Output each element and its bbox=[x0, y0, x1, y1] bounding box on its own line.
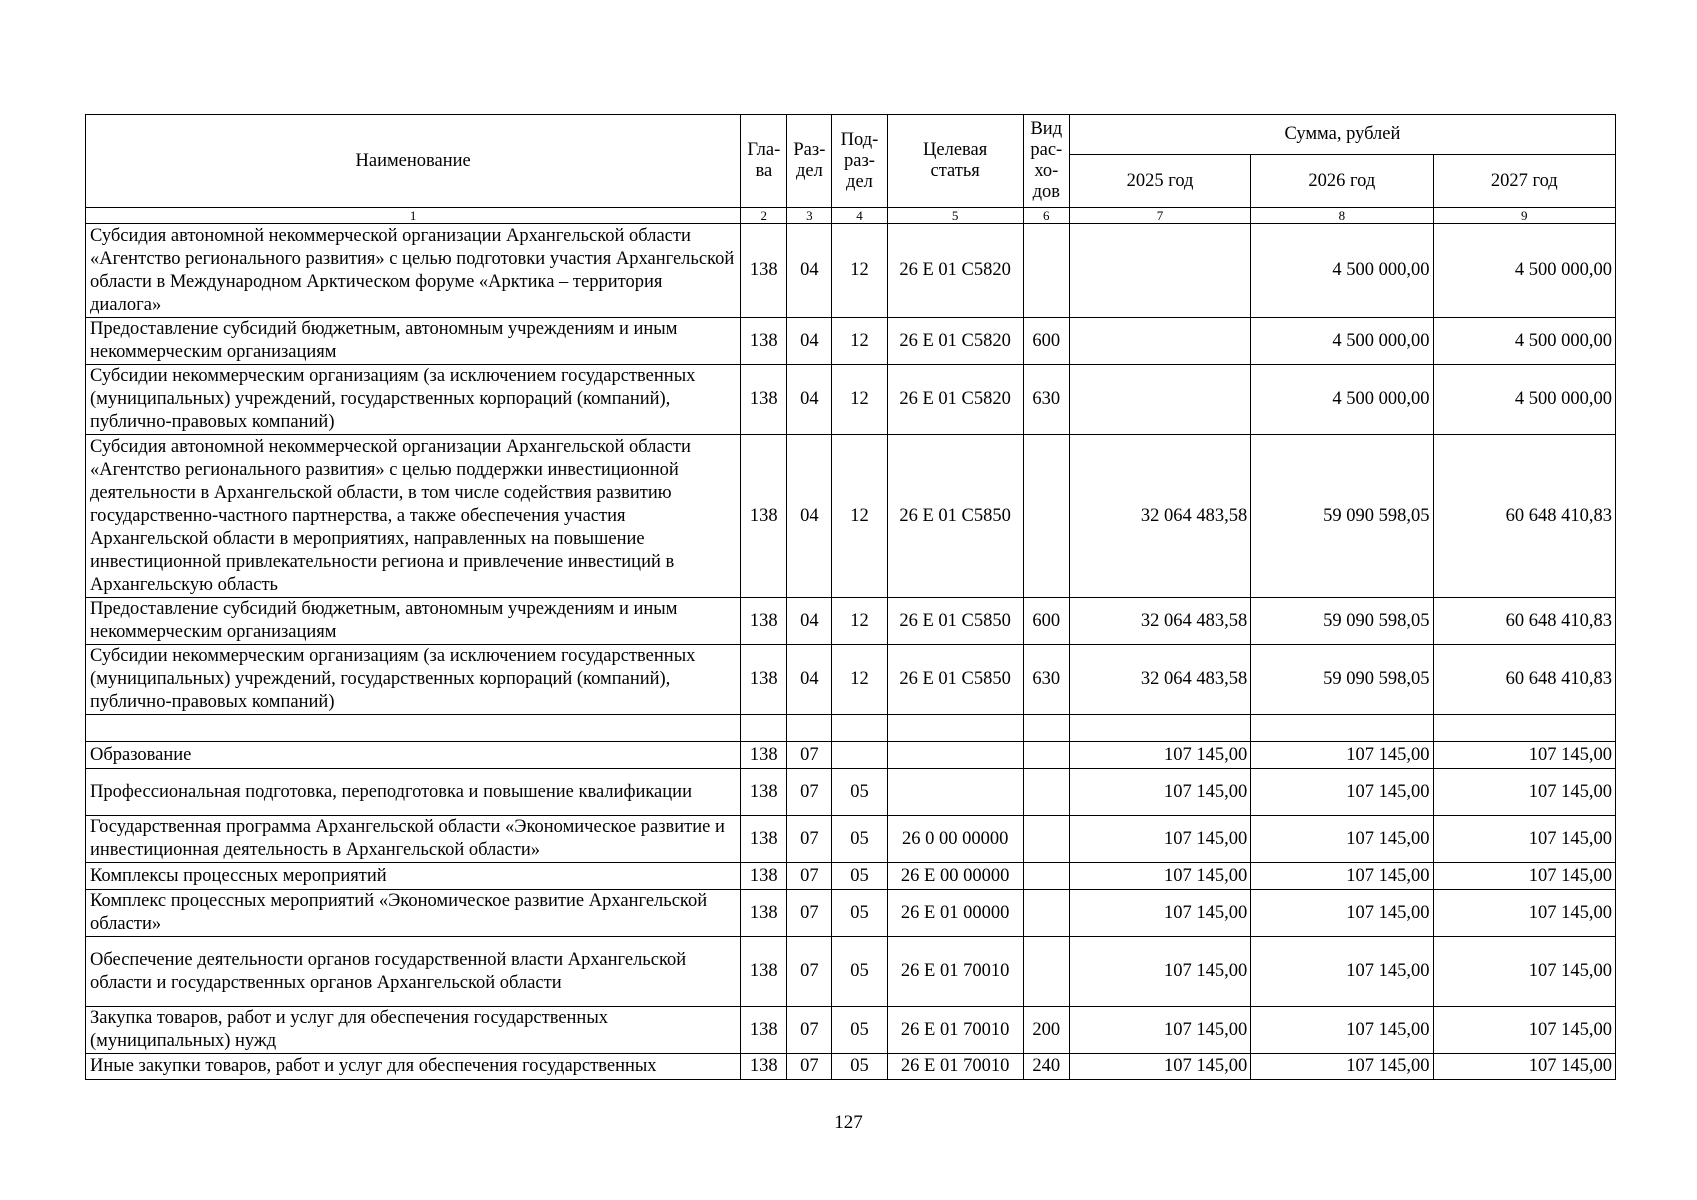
row-amount-2026: 107 145,00 bbox=[1251, 1054, 1433, 1080]
row-razdel: 07 bbox=[787, 890, 832, 937]
row-name: Государственная программа Архангельской области «Экономическое развитие и инвестиционная деятельность в Архангельской области» bbox=[86, 816, 741, 863]
row-razdel: 07 bbox=[787, 1007, 832, 1054]
row-amount-2025 bbox=[1069, 715, 1250, 742]
row-razdel: 07 bbox=[787, 863, 832, 890]
row-razdel: 04 bbox=[787, 318, 832, 365]
row-amount-2027: 4 500 000,00 bbox=[1433, 224, 1615, 318]
row-vid bbox=[1023, 816, 1069, 863]
header-sum: Сумма, рублей bbox=[1069, 115, 1615, 155]
row-razdel: 04 bbox=[787, 435, 832, 598]
table-body bbox=[86, 224, 1616, 1080]
row-name: Комплексы процессных мероприятий bbox=[86, 863, 741, 890]
row-amount-2025: 107 145,00 bbox=[1069, 1007, 1250, 1054]
row-amount-2026: 59 090 598,05 bbox=[1251, 598, 1433, 645]
row-podrazdel: 12 bbox=[832, 435, 887, 598]
header-razdel: Раз- дел bbox=[787, 115, 832, 208]
header-year-2027: 2027 год bbox=[1433, 155, 1615, 208]
header-year-2026: 2026 год bbox=[1251, 155, 1433, 208]
row-razdel: 07 bbox=[787, 937, 832, 1007]
row-amount-2025: 107 145,00 bbox=[1069, 769, 1250, 816]
row-podrazdel: 12 bbox=[832, 318, 887, 365]
row-podrazdel: 05 bbox=[832, 816, 887, 863]
header-glava: Гла- ва bbox=[741, 115, 787, 208]
row-podrazdel bbox=[832, 715, 887, 742]
header-target: Целевая статья bbox=[887, 115, 1023, 208]
row-name: Субсидии некоммерческим организациям (за исключением государственных (муниципальных) учреждений, государственных корпораций (компаний), публично-правовых компаний) bbox=[86, 365, 741, 435]
row-vid: 200 bbox=[1023, 1007, 1069, 1054]
row-glava: 138 bbox=[741, 645, 787, 715]
row-podrazdel: 12 bbox=[832, 645, 887, 715]
row-vid: 240 bbox=[1023, 1054, 1069, 1080]
row-vid bbox=[1023, 742, 1069, 769]
row-vid bbox=[1023, 435, 1069, 598]
row-glava: 138 bbox=[741, 1007, 787, 1054]
row-glava: 138 bbox=[741, 598, 787, 645]
row-razdel: 04 bbox=[787, 598, 832, 645]
column-number: 8 bbox=[1251, 208, 1433, 224]
table-row bbox=[86, 224, 1616, 318]
column-number: 6 bbox=[1023, 208, 1069, 224]
row-podrazdel: 05 bbox=[832, 937, 887, 1007]
row-name: Закупка товаров, работ и услуг для обеспечения государственных (муниципальных) нужд bbox=[86, 1007, 741, 1054]
table-row bbox=[86, 365, 1616, 435]
row-amount-2026: 107 145,00 bbox=[1251, 890, 1433, 937]
row-name: Предоставление субсидий бюджетным, автономным учреждениям и иным некоммерческим организациям bbox=[86, 598, 741, 645]
row-name: Обеспечение деятельности органов государственной власти Архангельской области и государственных органов Архангельской области bbox=[86, 937, 741, 1007]
row-razdel: 04 bbox=[787, 224, 832, 318]
header-podrazdel: Под- раз- дел bbox=[832, 115, 887, 208]
row-amount-2027: 107 145,00 bbox=[1433, 1007, 1615, 1054]
row-vid bbox=[1023, 937, 1069, 1007]
row-amount-2025: 107 145,00 bbox=[1069, 937, 1250, 1007]
row-amount-2026: 59 090 598,05 bbox=[1251, 645, 1433, 715]
table-row bbox=[86, 937, 1616, 1007]
row-amount-2027: 107 145,00 bbox=[1433, 937, 1615, 1007]
row-target: 26 Е 01 С5820 bbox=[887, 224, 1023, 318]
row-amount-2026: 4 500 000,00 bbox=[1251, 224, 1433, 318]
row-amount-2025 bbox=[1069, 224, 1250, 318]
row-target: 26 Е 00 00000 bbox=[887, 863, 1023, 890]
row-target: 26 Е 01 70010 bbox=[887, 1007, 1023, 1054]
row-amount-2025: 107 145,00 bbox=[1069, 742, 1250, 769]
row-amount-2025: 107 145,00 bbox=[1069, 863, 1250, 890]
row-glava: 138 bbox=[741, 937, 787, 1007]
header-name: Наименование bbox=[86, 115, 741, 208]
row-glava: 138 bbox=[741, 365, 787, 435]
row-glava: 138 bbox=[741, 742, 787, 769]
row-amount-2027: 107 145,00 bbox=[1433, 863, 1615, 890]
row-amount-2026: 4 500 000,00 bbox=[1251, 365, 1433, 435]
row-razdel: 07 bbox=[787, 769, 832, 816]
column-number: 2 bbox=[741, 208, 787, 224]
row-razdel: 07 bbox=[787, 816, 832, 863]
row-podrazdel: 12 bbox=[832, 224, 887, 318]
row-name: Субсидия автономной некоммерческой организации Архангельской области «Агентство регионального развития» с целью поддержки инвестиционной деятельности в Архангельской области, в том числе содействия развитию государственно-частного партнерства, а также обеспечения участия Архангельской области в мероприятиях, направленных на повышение инвестиционной привлекательности региона и привлечение инвестиций в Архангельскую область bbox=[86, 435, 741, 598]
column-number: 5 bbox=[887, 208, 1023, 224]
row-glava: 138 bbox=[741, 318, 787, 365]
row-glava: 138 bbox=[741, 890, 787, 937]
row-name: Профессиональная подготовка, переподготовка и повышение квалификации bbox=[86, 769, 741, 816]
row-target: 26 Е 01 00000 bbox=[887, 890, 1023, 937]
table-row bbox=[86, 863, 1616, 890]
row-amount-2027: 107 145,00 bbox=[1433, 816, 1615, 863]
row-target bbox=[887, 769, 1023, 816]
table-row bbox=[86, 435, 1616, 598]
row-vid bbox=[1023, 769, 1069, 816]
row-amount-2026: 107 145,00 bbox=[1251, 769, 1433, 816]
row-target bbox=[887, 715, 1023, 742]
row-target: 26 0 00 00000 bbox=[887, 816, 1023, 863]
row-target: 26 Е 01 С5820 bbox=[887, 318, 1023, 365]
row-podrazdel: 12 bbox=[832, 598, 887, 645]
row-target: 26 Е 01 С5850 bbox=[887, 645, 1023, 715]
row-vid: 600 bbox=[1023, 598, 1069, 645]
row-razdel: 07 bbox=[787, 742, 832, 769]
row-podrazdel: 12 bbox=[832, 365, 887, 435]
table-row bbox=[86, 816, 1616, 863]
column-number: 7 bbox=[1069, 208, 1250, 224]
row-amount-2025: 32 064 483,58 bbox=[1069, 645, 1250, 715]
row-podrazdel: 05 bbox=[832, 863, 887, 890]
row-amount-2026: 107 145,00 bbox=[1251, 937, 1433, 1007]
table-row bbox=[86, 645, 1616, 715]
row-vid: 630 bbox=[1023, 645, 1069, 715]
row-target bbox=[887, 742, 1023, 769]
column-number: 1 bbox=[86, 208, 741, 224]
row-target: 26 Е 01 С5850 bbox=[887, 435, 1023, 598]
row-amount-2027: 107 145,00 bbox=[1433, 742, 1615, 769]
column-number: 4 bbox=[832, 208, 887, 224]
table-row bbox=[86, 769, 1616, 816]
row-name: Предоставление субсидий бюджетным, автономным учреждениям и иным некоммерческим организациям bbox=[86, 318, 741, 365]
page-number: 127 bbox=[834, 1112, 863, 1133]
row-amount-2025 bbox=[1069, 318, 1250, 365]
column-number-row bbox=[86, 208, 1616, 224]
row-name: Образование bbox=[86, 742, 741, 769]
table-row bbox=[86, 1054, 1616, 1080]
row-vid bbox=[1023, 890, 1069, 937]
row-amount-2025 bbox=[1069, 365, 1250, 435]
column-number: 9 bbox=[1433, 208, 1615, 224]
row-podrazdel: 05 bbox=[832, 1054, 887, 1080]
row-name: Субсидии некоммерческим организациям (за исключением государственных (муниципальных) учреждений, государственных корпораций (компаний), публично-правовых компаний) bbox=[86, 645, 741, 715]
row-glava bbox=[741, 715, 787, 742]
row-vid bbox=[1023, 715, 1069, 742]
row-glava: 138 bbox=[741, 224, 787, 318]
row-vid bbox=[1023, 863, 1069, 890]
table-row bbox=[86, 318, 1616, 365]
row-name: Субсидия автономной некоммерческой организации Архангельской области «Агентство регионального развития» с целью подготовки участия Архангельской области в Международном Арктическом форуме «Арктика – территория диалога» bbox=[86, 224, 741, 318]
row-target: 26 Е 01 С5820 bbox=[887, 365, 1023, 435]
row-vid: 630 bbox=[1023, 365, 1069, 435]
row-glava: 138 bbox=[741, 1054, 787, 1080]
table-header bbox=[86, 115, 1616, 224]
row-razdel: 04 bbox=[787, 365, 832, 435]
row-glava: 138 bbox=[741, 816, 787, 863]
row-razdel: 07 bbox=[787, 1054, 832, 1080]
header-year-2025: 2025 год bbox=[1069, 155, 1250, 208]
row-amount-2025: 107 145,00 bbox=[1069, 890, 1250, 937]
row-amount-2026: 107 145,00 bbox=[1251, 816, 1433, 863]
row-name bbox=[86, 715, 741, 742]
row-podrazdel: 05 bbox=[832, 890, 887, 937]
table-row bbox=[86, 1007, 1616, 1054]
row-razdel bbox=[787, 715, 832, 742]
row-amount-2027: 60 648 410,83 bbox=[1433, 598, 1615, 645]
row-vid bbox=[1023, 224, 1069, 318]
row-amount-2025: 32 064 483,58 bbox=[1069, 435, 1250, 598]
table-row bbox=[86, 742, 1616, 769]
row-amount-2027: 60 648 410,83 bbox=[1433, 645, 1615, 715]
budget-table bbox=[85, 114, 1616, 1080]
row-amount-2027: 60 648 410,83 bbox=[1433, 435, 1615, 598]
row-podrazdel: 05 bbox=[832, 1007, 887, 1054]
row-name: Иные закупки товаров, работ и услуг для обеспечения государственных bbox=[86, 1054, 741, 1080]
row-amount-2025: 107 145,00 bbox=[1069, 816, 1250, 863]
row-amount-2027: 4 500 000,00 bbox=[1433, 318, 1615, 365]
row-name: Комплекс процессных мероприятий «Экономическое развитие Архангельской области» bbox=[86, 890, 741, 937]
row-amount-2027: 107 145,00 bbox=[1433, 890, 1615, 937]
row-podrazdel bbox=[832, 742, 887, 769]
row-amount-2027: 107 145,00 bbox=[1433, 769, 1615, 816]
row-amount-2027: 107 145,00 bbox=[1433, 1054, 1615, 1080]
row-amount-2026: 107 145,00 bbox=[1251, 742, 1433, 769]
row-vid: 600 bbox=[1023, 318, 1069, 365]
row-amount-2027: 4 500 000,00 bbox=[1433, 365, 1615, 435]
row-amount-2027 bbox=[1433, 715, 1615, 742]
header-vid: Вид рас- хо- дов bbox=[1023, 115, 1069, 208]
row-amount-2026 bbox=[1251, 715, 1433, 742]
row-amount-2025: 107 145,00 bbox=[1069, 1054, 1250, 1080]
row-amount-2026: 107 145,00 bbox=[1251, 1007, 1433, 1054]
row-target: 26 Е 01 70010 bbox=[887, 1054, 1023, 1080]
row-amount-2026: 4 500 000,00 bbox=[1251, 318, 1433, 365]
row-amount-2025: 32 064 483,58 bbox=[1069, 598, 1250, 645]
row-target: 26 Е 01 70010 bbox=[887, 937, 1023, 1007]
row-glava: 138 bbox=[741, 863, 787, 890]
row-amount-2026: 59 090 598,05 bbox=[1251, 435, 1433, 598]
table-row bbox=[86, 715, 1616, 742]
row-podrazdel: 05 bbox=[832, 769, 887, 816]
row-amount-2026: 107 145,00 bbox=[1251, 863, 1433, 890]
row-glava: 138 bbox=[741, 769, 787, 816]
row-target: 26 Е 01 С5850 bbox=[887, 598, 1023, 645]
table-row bbox=[86, 890, 1616, 937]
table-row bbox=[86, 598, 1616, 645]
column-number: 3 bbox=[787, 208, 832, 224]
row-glava: 138 bbox=[741, 435, 787, 598]
row-razdel: 04 bbox=[787, 645, 832, 715]
